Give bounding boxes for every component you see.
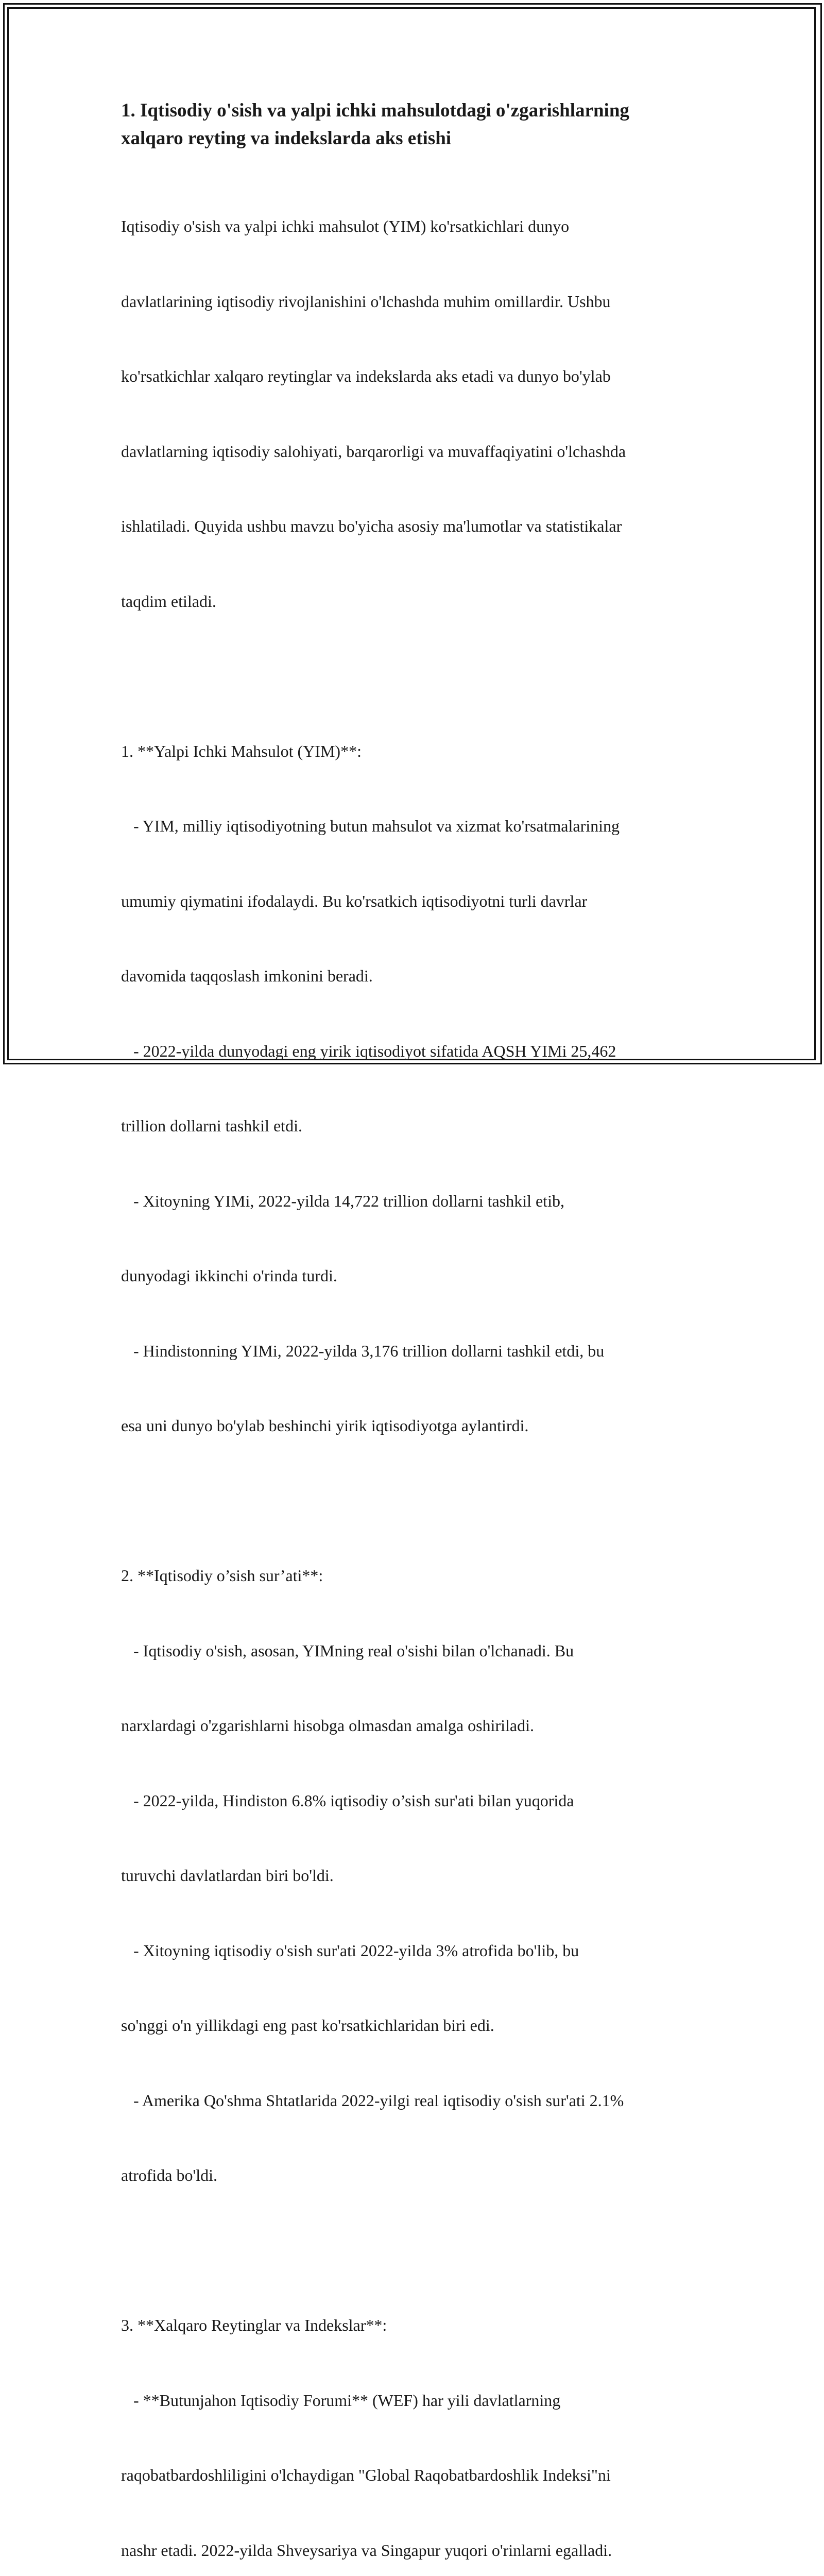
text-line: so'nggi o'n yillikdagi eng past ko'rsatkichlaridan biri edi.: [121, 2016, 494, 2035]
text-line: davomida taqqoslash imkonini beradi.: [121, 967, 373, 985]
spacer: [121, 664, 703, 689]
text-line: turuvchi davlatlardan biri bo'ldi.: [121, 1866, 334, 1885]
text-line: raqobatbardoshliligini o'lchaydigan "Global Raqobatbardoshlik Indeksi"ni: [121, 2466, 611, 2484]
text-line: - Xitoyning YIMi, 2022-yilda 14,722 trillion dollarni tashkil etib,: [121, 1191, 564, 1210]
spacer: [121, 1488, 703, 1514]
text-line: - Iqtisodiy o'sish, asosan, YIMning real o'sishi bilan o'lchanadi. Bu: [121, 1641, 574, 1660]
section-title: 2. **Iqtisodiy o’sish sur’ati**:: [121, 1566, 323, 1585]
text-line: - **Butunjahon Iqtisodiy Forumi** (WEF) har yili davlatlarning: [121, 2391, 561, 2410]
text-line: ishlatiladi. Quyida ushbu mavzu bo'yicha asosiy ma'lumotlar va statistikalar: [121, 517, 622, 535]
text-line: - Xitoyning iqtisodiy o'sish sur'ati 2022-yilda 3% atrofida bo'lib, bu: [121, 1941, 579, 1960]
heading-line: xalqaro reyting va indekslarda aks etishi: [121, 128, 452, 149]
text-line: - 2022-yilda, Hindiston 6.8% iqtisodiy o’sish sur'ati bilan yuqorida: [121, 1791, 574, 1810]
section-growth-rate: [121, 1513, 703, 2238]
text-line: - Amerika Qo'shma Shtatlarida 2022-yilgi real iqtisodiy o'sish sur'ati 2.1%: [121, 2091, 624, 2110]
document-body: [121, 97, 703, 2576]
text-line: - 2022-yilda dunyodagi eng yirik iqtisodiyot sifatida AQSH YIMi 25,462: [121, 1041, 616, 1060]
section-ratings: [121, 2263, 703, 2576]
text-line: davlatlarning iqtisodiy salohiyati, barqarorligi va muvaffaqiyatini o'lchashda: [121, 442, 626, 461]
text-line: - Hindistonning YIMi, 2022-yilda 3,176 trillion dollarni tashkil etdi, bu: [121, 1341, 605, 1360]
section-title: 3. **Xalqaro Reytinglar va Indekslar**:: [121, 2316, 387, 2334]
text-line: esa uni dunyo bo'ylab beshinchi yirik iqtisodiyotga aylantirdi.: [121, 1416, 529, 1435]
text-line: nashr etadi. 2022-yilda Shveysariya va Singapur yuqori o'rinlarni egalladi.: [121, 2540, 612, 2560]
intro-paragraph: [121, 164, 703, 664]
section-title: 1. **Yalpi Ichki Mahsulot (YIM)**:: [121, 741, 362, 760]
text-line: - YIM, milliy iqtisodiyotning butun mahsulot va xizmat ko'rsatmalarining: [121, 817, 620, 835]
text-line: ko'rsatkichlar xalqaro reytinglar va indekslarda aks etadi va dunyo bo'ylab: [121, 367, 611, 385]
heading-line: 1. Iqtisodiy o'sish va yalpi ichki mahsulotdagi o'zgarishlarning: [121, 100, 629, 121]
text-line: davlatlarining iqtisodiy rivojlanishini o'lchashda muhim omillardir. Ushbu: [121, 292, 611, 311]
spacer: [121, 2238, 703, 2263]
text-line: taqdim etiladi.: [121, 591, 216, 611]
text-line: atrofida bo'ldi.: [121, 2166, 218, 2184]
section-gdp: [121, 689, 703, 1488]
text-line: narxlardagi o'zgarishlarni hisobga olmasdan amalga oshiriladi.: [121, 1716, 534, 1735]
text-line: umumiy qiymatini ifodalaydi. Bu ko'rsatkich iqtisodiyotni turli davrlar: [121, 891, 588, 910]
text-line: trillion dollarni tashkil etdi.: [121, 1116, 302, 1135]
text-line: Iqtisodiy o'sish va yalpi ichki mahsulot (YIM) ko'rsatkichlari dunyo: [121, 217, 570, 235]
text-line: dunyodagi ikkinchi o'rinda turdi.: [121, 1266, 337, 1285]
document-heading: [121, 97, 703, 152]
